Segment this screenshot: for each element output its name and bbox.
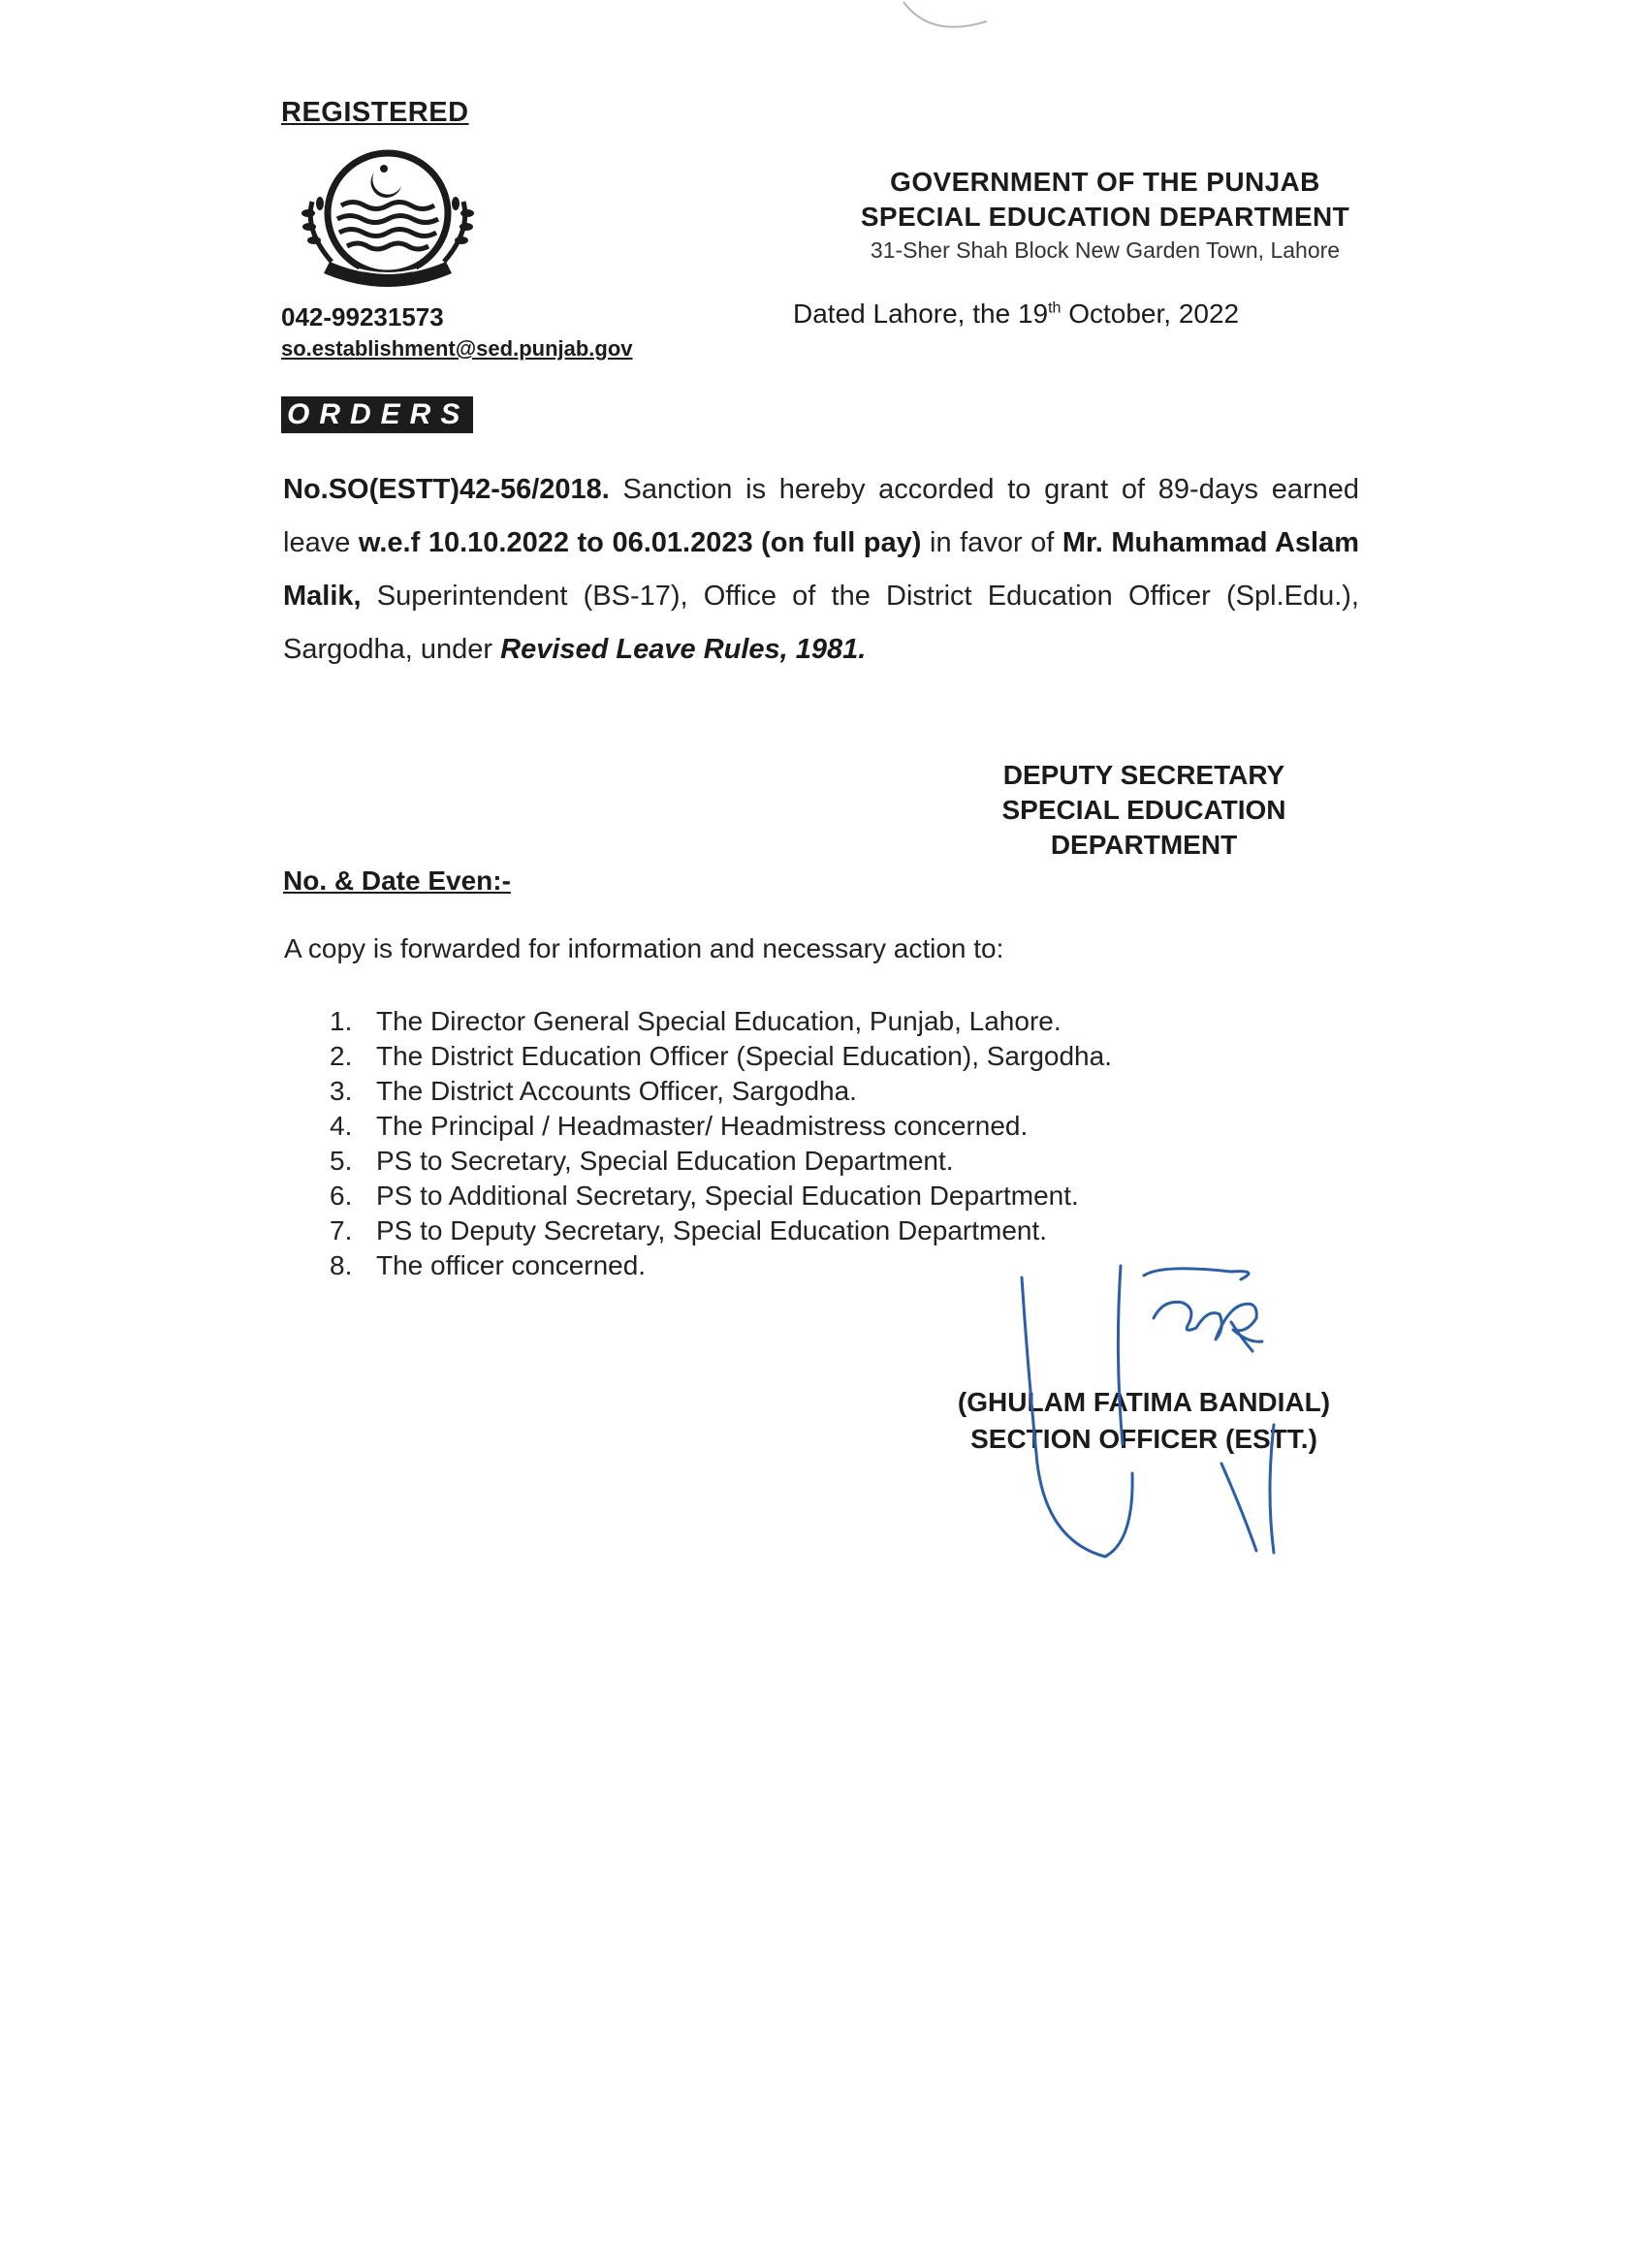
no-date-even-label: No. & Date Even:- bbox=[283, 866, 511, 896]
list-item bbox=[330, 1213, 1112, 1248]
list-item bbox=[330, 1109, 1112, 1144]
list-item bbox=[330, 1004, 1112, 1039]
list-item-number: 6. bbox=[330, 1181, 353, 1211]
list-item-number: 4. bbox=[330, 1111, 353, 1141]
list-item-text: PS to Deputy Secretary, Special Education Department. bbox=[376, 1215, 1048, 1245]
dated-suffix: October, 2022 bbox=[1061, 299, 1240, 329]
order-employee-name: Mr. Muhammad Aslam Malik, bbox=[283, 527, 1359, 612]
order-rules-reference: Revised Leave Rules, 1981. bbox=[500, 634, 867, 665]
order-text-part2: in favor of bbox=[921, 527, 1062, 558]
order-leave-period: w.e.f 10.10.2022 to 06.01.2023 (on full pay) bbox=[358, 527, 922, 558]
list-item-text: The Principal / Headmaster/ Headmistress concerned. bbox=[376, 1111, 1029, 1141]
list-item-number: 2. bbox=[330, 1041, 353, 1071]
list-item bbox=[330, 1074, 1112, 1109]
list-item-number: 7. bbox=[330, 1215, 353, 1245]
deputy-line2: SPECIAL EDUCATION bbox=[1001, 795, 1286, 825]
email-address: so.establishment@sed.punjab.gov bbox=[281, 336, 633, 361]
list-item-number: 5. bbox=[330, 1146, 353, 1176]
deputy-line1: DEPUTY SECRETARY bbox=[1002, 760, 1285, 790]
government-title: GOVERNMENT OF THE PUNJAB bbox=[890, 167, 1320, 197]
orders-heading: ORDERS bbox=[281, 396, 473, 433]
deputy-secretary-block bbox=[931, 758, 1357, 863]
list-item-number: 1. bbox=[330, 1006, 353, 1036]
dated-line bbox=[793, 299, 1239, 330]
order-text-part3: Superintendent (BS-17), Office of the District Education Officer (Spl.Edu.), Sargodha, under bbox=[283, 581, 1359, 665]
deputy-line3: DEPARTMENT bbox=[1050, 830, 1238, 860]
dated-prefix: Dated Lahore, the 19 bbox=[793, 299, 1049, 329]
department-header bbox=[737, 165, 1474, 266]
list-item-text: PS to Additional Secretary, Special Education Department. bbox=[376, 1181, 1079, 1211]
handwritten-signature-icon bbox=[989, 1250, 1299, 1580]
department-address: 31-Sher Shah Block New Garden Town, Lahore bbox=[870, 237, 1341, 263]
signatory-designation: SECTION OFFICER (ESTT.) bbox=[970, 1424, 1317, 1454]
copy-recipient-list bbox=[330, 1004, 1112, 1283]
order-text-part1: Sanction is hereby accorded to grant of 89-days earned leave bbox=[283, 474, 1359, 558]
list-item bbox=[330, 1144, 1112, 1179]
list-item-text: The District Accounts Officer, Sargodha. bbox=[376, 1076, 857, 1106]
order-paragraph bbox=[283, 463, 1359, 677]
list-item bbox=[330, 1179, 1112, 1213]
department-title: SPECIAL EDUCATION DEPARTMENT bbox=[860, 202, 1350, 232]
list-item-text: PS to Secretary, Special Education Department. bbox=[376, 1146, 954, 1176]
scan-artifact-mark bbox=[902, 0, 989, 29]
dated-ordinal: th bbox=[1048, 299, 1062, 317]
copy-forwarded-intro: A copy is forwarded for information and necessary action to: bbox=[284, 933, 1004, 963]
signatory-name: (GHULAM FATIMA BANDIAL) bbox=[957, 1387, 1331, 1417]
order-reference-number: No.SO(ESTT)42-56/2018. bbox=[283, 474, 610, 505]
list-item-number: 3. bbox=[330, 1076, 353, 1106]
list-item-text: The Director General Special Education, Punjab, Lahore. bbox=[376, 1006, 1062, 1036]
list-item-text: The District Education Officer (Special Education), Sargodha. bbox=[376, 1041, 1112, 1071]
registered-label: REGISTERED bbox=[281, 97, 469, 128]
phone-number: 042-99231573 bbox=[281, 302, 444, 331]
punjab-government-emblem-icon bbox=[291, 143, 485, 294]
list-item bbox=[330, 1039, 1112, 1074]
list-item-number: 8. bbox=[330, 1250, 353, 1280]
list-item-text: The officer concerned. bbox=[376, 1250, 647, 1280]
